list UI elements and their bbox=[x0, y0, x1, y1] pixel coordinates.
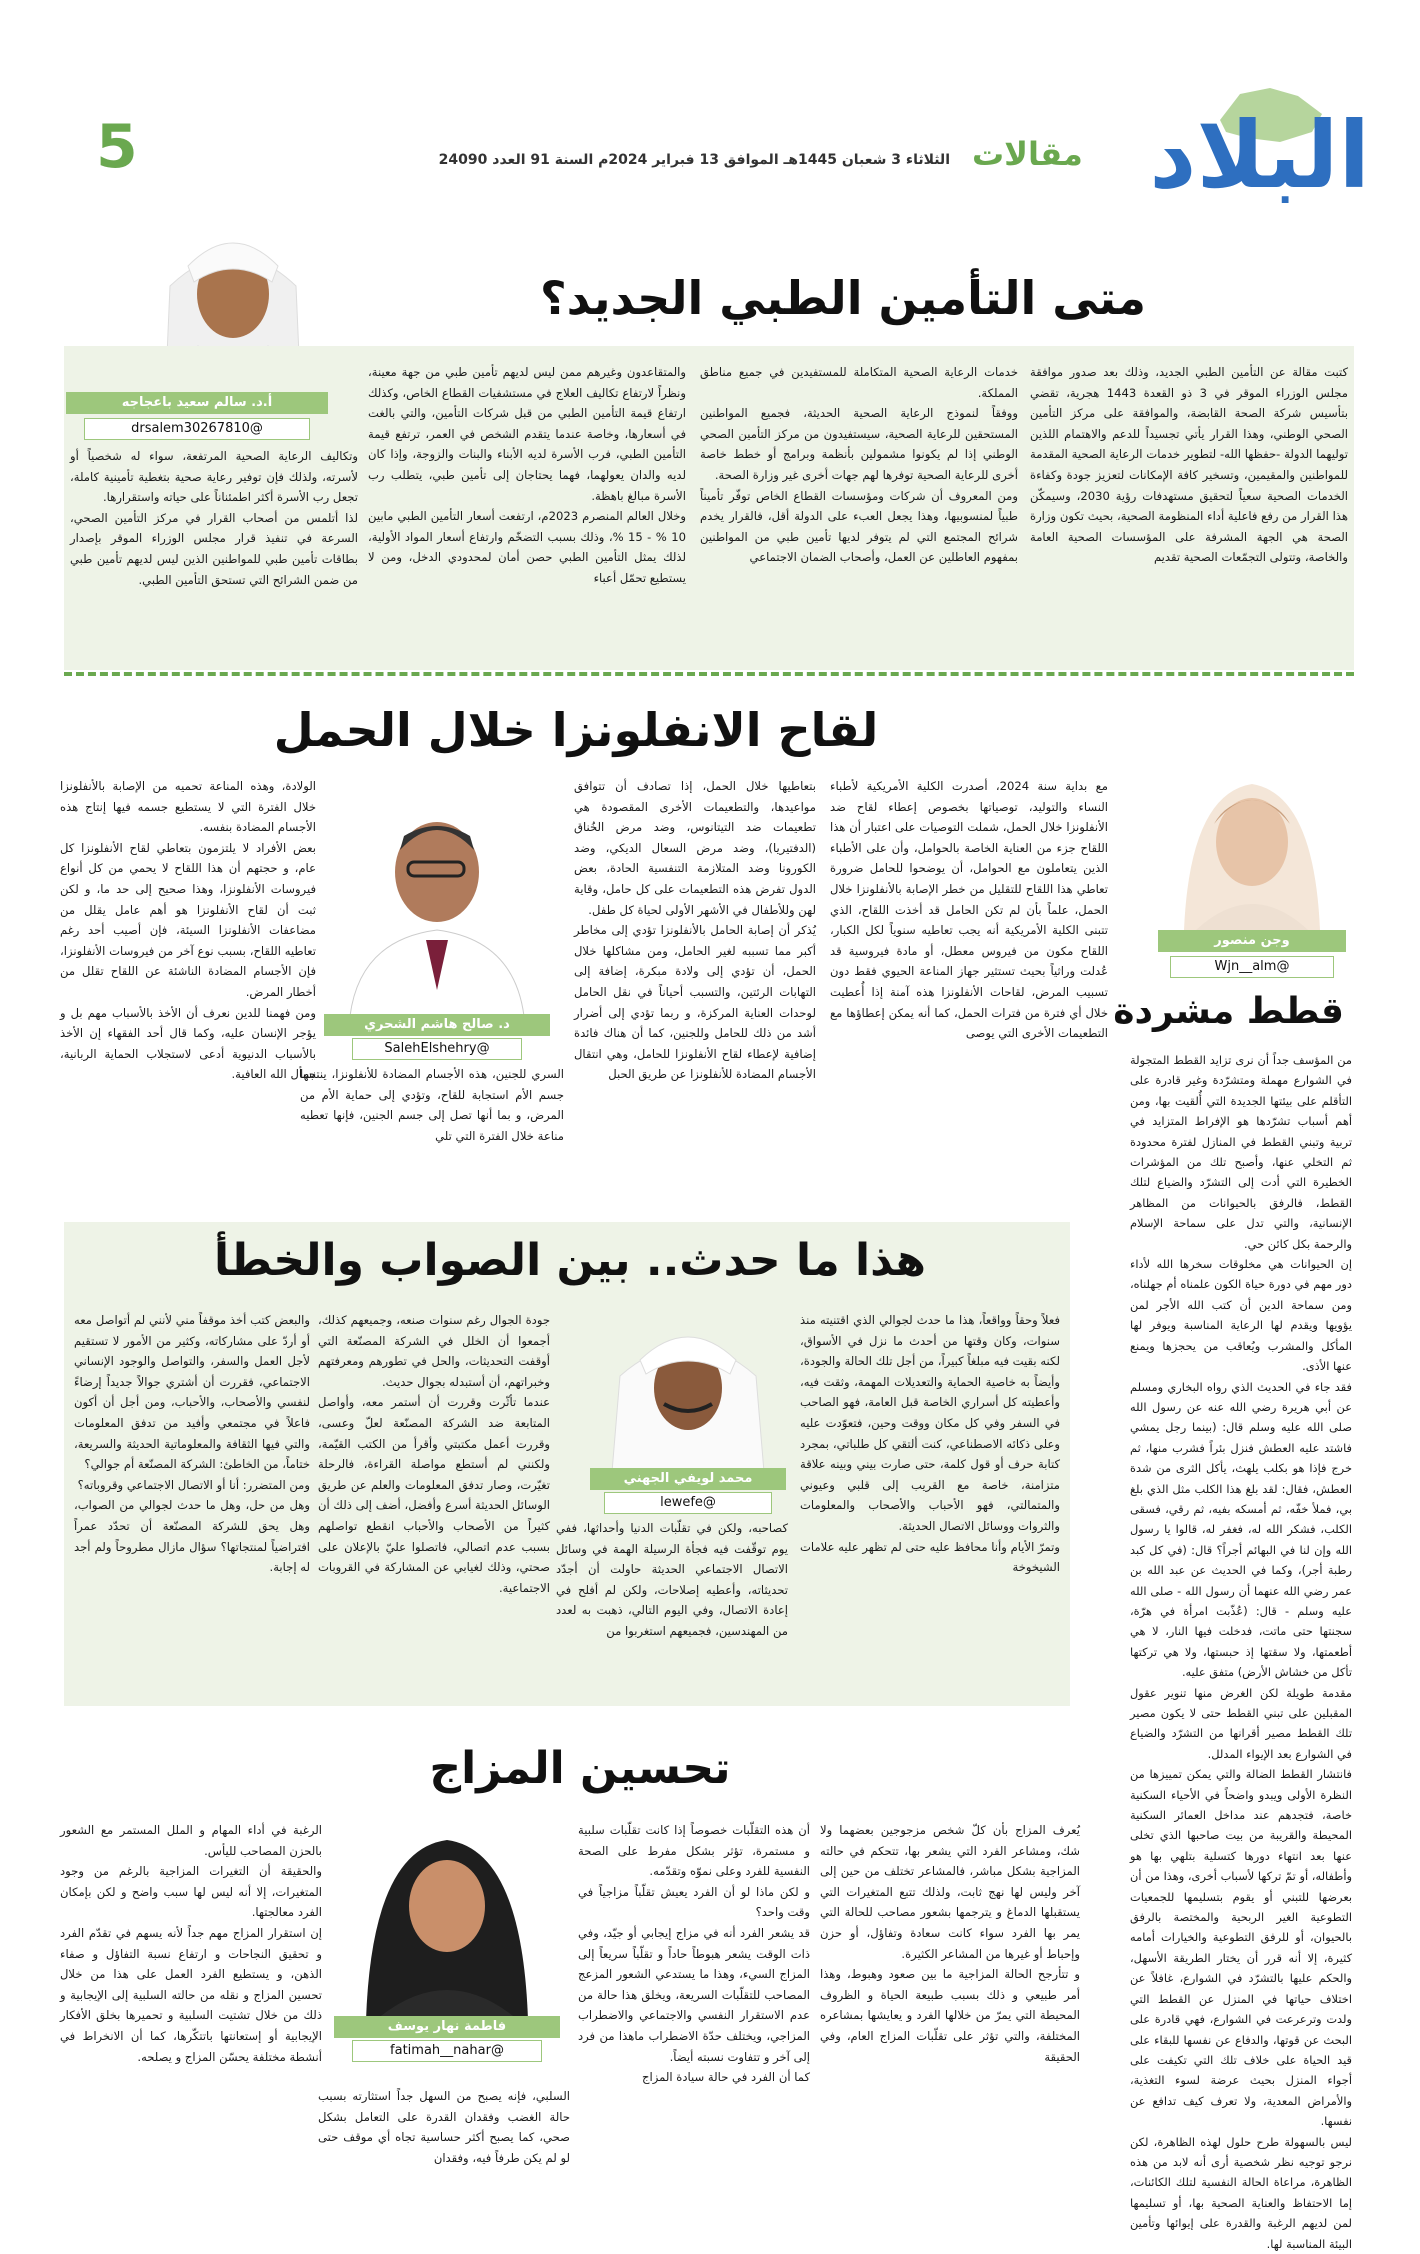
article5-column-1: يُعرف المزاج بأن كلّ شخص مزجوجين بعضهما ولا شك، ومشاعر الفرد التي يشعر بها، تتحكم في حالته المزاجية بشكل مباشر، فالمشاعر تختلف من حين إلى آخر وليس لها نهج ثابت، ولذلك تتبع المتغيرات التي يستقبلها الدماغ و يترجمها بشعور مصاحب للحالة التي يمر بها الفرد سواء كانت سعادة وتفاؤل، أو حزن وإحباط أو غيرها من المشاعر الكثيرة. و تتأرجح الحالة المزاجية ما بين صعود وهبوط، وهذا أمر طبيعي و ذلك بسبب طبيعة الحياة و الظروف المحيطة التي يمرّ من خلالها الفرد و يعايشها بمشاعره المختلفة، والتي تؤثر على تقلّبات المزاج العام، وفي الحقيقة bbox=[820, 1823, 1080, 2064]
article5-column-2: أن هذه التقلّبات خصوصاً إذا كانت تقلّبات سلبية و مستمرة، تؤثر بشكل مفرط على الصحة النفسية للفرد وعلى نموّه وتقدّمه. و لكن ماذا لو أن الفرد يعيش تقلّباً مزاجياً في وقت واحد؟ قد يشعر الفرد أنه في مزاج إيجابي أو جيّد، وفي ذات الوقت يشعر هبوطاً حاداً و تقلّباً سريعاً إلى المزاج السيء، وهذا ما يستدعي الشعور المزعج المصاحب للتقلّبات السريعة، ويخلق هذا حالة من عدم الاستقرار النفسي والاجتماعي والاضطراب المزاجي، ويختلف حدّة الاضطراب ماهذا من فرد إلى آخر و تتفاوت نسبته أيضاً. كما أن الفرد في حالة سيادة المزاج bbox=[578, 1823, 810, 2085]
article5-column-3: السلبي، فإنه يصبح من السهل جداً استثارته بسبب حالة الغضب وفقدان القدرة على التعامل بشكل صحي، كما يصبح أكثر حساسية تجاه أي موقف حتى لو لم يكن طرفاً فيه، وفقدان bbox=[318, 2089, 570, 2165]
author-handle-article5: @fatimah__nahar bbox=[352, 2040, 542, 2062]
article1-column-2: خدمات الرعاية الصحية المتكاملة للمستفيدين في جميع مناطق المملكة. ووفقاً لنموذج الرعاية الصحية الحديثة، فجميع المواطنين المستحقين للرعاية الصحية، سيستفيدون من مركز التأمين الصحي الوطني إذا لم يكونوا مشمولين بأنظمة وبرامج أو خطط خاصة أخرى للرعاية الصحية توفرها لهم جهات أخرى غير وزارة الصحة. ومن المعروف أن شركات ومؤسسات القطاع الخاص توفّر تأميناً طبياً لمنسوبيها، وهذا يجعل العبء على الدولة أقل، فالقرار يخدم شرائح المجتمع التي لم يتوفر لديها تأمين طبي من المواطنين بمفهوم العاطلين عن العمل، وأصحاب الضمان الاجتماعي bbox=[700, 365, 1018, 565]
author-name-article3: وجن منصور bbox=[1158, 930, 1346, 952]
article5-column-4: الرغبة في أداء المهام و الملل المستمر مع الشعور بالحزن المصاحب لليأس. والحقيقة أن التغيرات المزاجية بالرغم من وجود المتغيرات، إلا أنه ليس لها سبب واضح و لكن بإمكان الفرد معالجتها. إن استقرار المزاج مهم جداً لأنه يسهم في تقدّم الفرد و تحقيق النجاحات و ارتفاع نسبة التفاؤل و صفاء الذهن، و يستطيع الفرد العمل على هذا من خلال تحسين المزاج و نقله من حالته السلبية إلى الإيجابية و ذلك من خلال تشتيت السلبية و تحميرها بخلق الأفكار الإيجابية أو إستعانتها باتتكّرها، كما أن الانخراط في أنشطة مختلفة يحسّن المزاج و يصلحه. bbox=[60, 1823, 322, 2064]
article1-title: متى التأمين الطبي الجديد؟ bbox=[540, 271, 1147, 325]
article4-title: هذا ما حدث.. بين الصواب والخطأ bbox=[213, 1235, 927, 1286]
article2-title: لقاح الانفلونزا خلال الحمل bbox=[273, 703, 879, 757]
page-number: 5 bbox=[96, 112, 138, 182]
article4-column-2: كصاحبه، ولكن في تقلّبات الدنيا وأحداثها، ففي يوم توقّفت فيه فجأة الرسيلة الهمة في وسائل الاتصال الاجتماعي الحديثة حاولت أن أجدّد تحديثاته، وأعطيه إصلاحات، ولكن لم أفلح في إعادة الاتصال، وفي اليوم التالي، ذهبت به لعدد من المهندسين، فجميعهم استغربوا من bbox=[556, 1521, 788, 1638]
author-portrait-icon bbox=[330, 790, 544, 1016]
author-photo-article4 bbox=[590, 1306, 786, 1472]
author-handle-article2: @SalehElshehry bbox=[352, 1038, 522, 1060]
article2-column-1: مع بداية سنة 2024، أصدرت الكلية الأمريكية لأطباء النساء والتوليد، توصياتها بخصوص إعطاء لقاح ضد الأنفلونزا خلال الحمل، شملت التوصيات على اعتبار أن هذا اللقاح جزء من العناية الخاصة بالحوامل، وأن على الأطباء الذين يتعاملون مع الحوامل، أن يوضحوا للحامل ضرورة تعاطي هذا اللقاح للتقليل من خطر الإصابة بالأنفلونزا خلال الحمل، علماً بأن لم تكن الحامل قد أخذت اللقاح، الذي تتبنى الكلية الأمريكية أنه يجب تعاطيه سنوياً لكل الكبار، اللقاح مكون من فيروس معطل، أو مادة فيروسية قد عُدلت وراثياً بحيث تستثير جهاز المناعة الحيوي فقط دون تسبيب المرض، لقاحات الأنفلونزا هذه آمنة إذا أُعطيت خلال أي فترة من فترات الحمل، كما أنه يمكن إعطاؤها مع التطعيمات الأخرى التي يوصى bbox=[830, 779, 1108, 1041]
article1-column-4: وتكاليف الرعاية الصحية المرتفعة، سواء له شخصياً أو لأسرته، ولذلك فإن توفير رعاية صحية بتغطية تأمينية كاملة، تجعل رب الأسرة أكثر اطمئناناً على حياته واستقرارها. لذا أتلمس من أصحاب القرار في مركز التأمين الصحي، السرعة في تنفيذ قرار مجلس الوزراء الموقر بإصدار بطاقات تأمين طبي للمواطنين الذين ليس لديهم تأمين طبي من ضمن الشرائح التي تستحق التأمين الطبي. bbox=[70, 449, 358, 587]
logo-text: البلاد bbox=[1149, 102, 1370, 209]
author-photo-article3 bbox=[1160, 754, 1344, 930]
article1-column-1: كتبت مقالة عن التأمين الطبي الجديد، وذلك بعد صدور موافقة مجلس الوزراء الموقر في 3 ذو القعدة 1443 هجرية، تقضي بتأسيس شركة الصحة القابضة، والموافقة على مركز التأمين الصحي الوطني، وهذا القرار يأتي تجسيداً للدعم والاهتمام اللذين توليهما الدولة -حفظها الله- لتطوير خدمات الرعاية الصحية المقدمة للمواطنين والمقيمين، وتسخير كافة الإمكانات لتعزيز جودة وكفاءة الخدمات الصحية سعياً لتحقيق مستهدفات رؤية 2030، وسيمكّن هذا القرار من رفع فاعلية أداء المنظومة الصحية، بحيث تكون وزارة الصحة هي الجهة المشرفة على المؤسسات الصحية العامة والخاصة، وتتولى التجمّعات الصحية تقديم bbox=[1030, 365, 1348, 565]
article2-column-3: السري للجنين، هذه الأجسام المضادة للأنفلونزا، ينتجها جسم الأم استجابة للقاح، وتؤدي إلى حماية الأم من المرض، و بما أنها تصل إلى جسم الجنين، فإنها تعطيه مناعة خلال الفترة التي تلي bbox=[300, 1067, 564, 1143]
article5-title: تحسين المزاج bbox=[429, 1743, 731, 1794]
section-divider bbox=[64, 672, 1354, 676]
section-title: مقالات bbox=[972, 135, 1083, 173]
author-handle-article4: @lewefe bbox=[604, 1492, 772, 1514]
article2-column-2: بتعاطيها خلال الحمل، إذا تصادف أن تتوافق مواعيدها، والتطعيمات الأخرى المقصودة هي تطعيمات ضد التيتانوس، وضد مرض الخُناق (الدفتيريا)، وضد مرض السعال الديكي، وضد الكورونا وضد المتلازمة التنفسية الحادة، بعض الدول تفرض هذه التطعيمات على كل حامل، وقاية لهن وللأطفال في الأشهر الأولى لحياة كل طفل. يُذكر أن إصابة الحامل بالأنفلونزا تؤدي إلى مخاطر أكبر مما تسببه لغير الحامل، ومن مشاكلها خلال الحمل، أن تؤدي إلى ولادة مبكرة، إضافة إلى التهابات الرئتين، والتسبب أحياناً في نقل الحامل لوحدات العناية المركزة، و ربما تؤدي إلى أضرار أشد من ذلك للحامل وللجنين، كما أن هناك فائدة إضافية لإعطاء لقاح الأنفلونزا للحامل، وهي انتقال الأجسام المضادة للأنفلونزا عن طريق الحبل bbox=[574, 779, 816, 1082]
author-name-article4: محمد لويفي الجهني bbox=[590, 1468, 786, 1490]
author-portrait-icon bbox=[1160, 754, 1344, 930]
newspaper-logo bbox=[1110, 92, 1370, 212]
author-handle-article3: @Wjn__alm bbox=[1170, 956, 1334, 978]
article2-column-4: الولادة، وهذه المناعة تحميه من الإصابة بالأنفلونزا خلال الفترة التي لا يستطيع جسمه فيها إنتاج هذه الأجسام المضادة بنفسه. بعض الأفراد لا يلتزمون بتعاطي لقاح الأنفلونزا كل عام، و حجتهم أن هذا اللقاح لا يحمي من كل أنواع فيروسات الأنفلونزا، وهذا صحيح إلى حد ما، و لكن ثبت أن لقاح الأنفلونزا هو أهم عامل يقلل من مضاعفات الأنفلونزا السيئة، فإن أصيب أحد رغم تعاطيه اللقاح، بسبب نوع آخر من فيروسات الأنفلونزا، فإن الأجسام المضادة الناشئة عن اللقاح تقلل من أخطار المرض. ومن فهمنا للدين نعرف أن الأخذ بالأسباب مهم بل و يؤجر الإنسان عليه، وكما قال أحد الفقهاء إن الأخذ بالأسباب الدنيوية أدعى لاستجلاب الحماية الربانية، نسأل الله العافية. bbox=[60, 779, 316, 1082]
dateline: الثلاثاء 3 شعبان 1445هـ الموافق 13 فبراير 2024م السنة 91 العدد 24090 bbox=[438, 152, 950, 168]
author-name-article5: فاطمة نهار يوسف bbox=[334, 2016, 560, 2038]
article3-text: من المؤسف جداً أن نرى تزايد القطط المتجولة في الشوارع مهملة ومتشرّدة وغير قادرة على التأقلم على بيئتها الجديدة التي أُلقيت بها، ومن أهم أسباب تشرّدها هو الإفراط المتزايد في تربية وتبني القطط في المنازل لفترة محدودة ثم التخلي عنها، وأصبح تلك من المؤشرات الخطيرة التي أدت إلى التشرّد والضياع لتلك القطط، فالرفق بالحيوانات من المظاهر الإنسانية، والتي تدل على سماحة الإسلام والرحمة بكل كائن حي. إن الحيوانات هي مخلوقات سخرها الله لأداء دور مهم في دورة حياة الكون علمناه أم جهلناه، ومن سماحة الدين أن كتب الله الأجر لمن يؤويها ويقدم لها الرعاية المناسبة ويوفر لها المأكل والمشرب ويُعاقب من يحجزها ويمنع عنها الأذى. فقد جاء في الحديث الذي رواه البخاري ومسلم عن أبي هريرة رضي الله عنه عن رسول الله صلى الله عليه وسلم قال: (بينما رجل يمشي فاشتد عليه العطش فنزل بئراً فشرب منها، ثم خرج فإذا هو بكلب يلهث، يأكل الثرى من شدة العطش، فقال: لقد بلغ هذا الكلب مثل الذي بلغ بي، فملأ خفّه، ثم أمسكه بفيه، ثم رقي، فسقى الكلب، فشكر الله له، فغفر له، قالوا يا رسول الله وإن لنا في البهائم أجراً؟ قال: (في كل كبد رطبة أجر)، وكما في الحديث عن عبد الله بن عمر رضي الله عنهما أن رسول الله - صلى الله عليه وسلم - قال: (عُذّبت امرأة في هرّة، سجنتها حتى ماتت، فدخلت فيها النار، لا هي أطعمتها، ولا سقتها إذ حبستها، ولا هي تركتها تأكل من خشاش الأرض) متفق عليه. مقدمة طويلة لكن الغرض منها تنوير عقول المقبلين على تبني القطط حتى لا يكون مصير تلك القطط مصير أقرانها من التشرّد والضياع في الشوارع بعد الإيواء المدلل. فانتشار القطط الضالة والتي يمكن تمييزها من النظرة الأولى ويبدو واضحاً في الأحياء السكنية خاصة، فتجدهم عند مداخل العمائر السكنية المحيطة والقريبة من بيت صاحبها الذي تخلى عنها بعد انتهاء دورها كتسلية بتلهي بها هو وأطفاله، أو تمّ تركها لأسباب أخرى، وهذا من أن بعرضها للتبني أو يقوم بتسليمها للجمعيات التطوعية الغير الربحية والمختصة بالرفق بالحيوان، أو للرفق التطوعية والخيارات أمامه كثيرة، إلا أنه قرر أن يختار الطريقة الأسهل، والحكم عليها بالتشرّد في الشوارع، غافلاً عن اختلاف حياتها في المنزل عن القطط التي ولدت وترعرعت في الشوارع، فهي قادرة على البحث عن قوتها، والدفاع عن نفسها للبقاء على قيد الحياة على خلاف تلك التي تكيفت على أجواء المنزل بحيث عرضة لسوء التغذية، والأمراض المعدية، ولا تعرف كيف تدافع عن نفسها. ليس بالسهولة طرح حلول لهذه الظاهرة، لكن نرجو توجيه نظر شخصية أرى أنه لابد من هذه الظاهرة، مراعاة الحالة النفسية لتلك الكائنات، إما الاحتفاظ والعناية الصحية بها، أو تسليمها لمن لديهم الرغبة والقدرة على إيوائها وتأمين البيئة المناسبة لها. bbox=[1130, 1053, 1352, 2251]
masthead bbox=[0, 0, 1420, 210]
author-name-article1: أ.د. سالم سعيد باعجاجه bbox=[66, 392, 328, 414]
article4-column-4: والبعض كتب أخذ موقفاً مني لأنني لم أتواصل معه أو أردّ على مشاركاته، وكثير من الأمور لا تستقيم لأجل العمل والسفر، والتواصل والوجود الإنساني الاجتماعي، فقررت أن أشتري جوالاً جديداً إرضاءً لنفسي والأصحاب، والأحباب، ومن أجل أن أكون فاعلاً في مجتمعي وأفيد من تدفق المعلومات والتي فيها الثقافة والمعلوماتية الحديثة والسريعة، ختاماً، من الخاطئ: الشركة المصنّعة أم جوالي؟ ومن المتضرر: أنا أو الاتصال الاجتماعي وقروباته؟ وهل من حل، وهل ما حدث لجوالي من الصواب، وهل يحق للشركة المصنّعة أن تحدّد عمراً افتراضياً لمنتجاتها؟ سؤال مازال مطروحاً ولم أجد له إجابة. bbox=[74, 1313, 310, 1575]
author-portrait-icon bbox=[336, 1810, 558, 2020]
article4-column-3: جودة الجوال رغم سنوات صنعه، وجميعهم كذلك، أجمعوا أن الخلل في الشركة المصنّعة التي أوقفت التحديثات، والحل في تطورهم ومعرفتهم وخبراتهم، أن أستبدله بجوال حديث. عندما تأثّرت وقررت أن أستمر معه، وأواصل المتابعة ضد الشركة المصنّعة لعلّ وعسى، وقررت أعمل مكتبتي وأقرأ من الكتب القيّمة، ولكنني لم أستطع مواصلة القراءة، فالرحلة تغيّرت، وصار تدفق المعلومات والعلم عن طريق الوسائل الحديثة أسرع وأفضل، أضف إلى ذلك أن كثيراً من الأصحاب والأحباب انقطع تواصلهم بسبب عدم اتصالي، فاتصلوا عليّ بالإعلان على صحتي، وذلك لغيابي عن المشاركة في القروبات الاجتماعية. bbox=[318, 1313, 550, 1595]
author-photo-article2 bbox=[330, 790, 544, 1016]
article1-column-3: والمتقاعدون وغيرهم ممن ليس لديهم تأمين طبي من جهة معينة، ونظراً لارتفاع تكاليف العلاج في مستشفيات القطاع الخاص، وكذلك ارتفاع قيمة التأمين الطبي من قبل شركات التأمين، والتي بالغت في أسعارها، وخاصة عندما يتقدم الشخص في العمر، ترتفع قيمة التأمين الطبي، فرب الأسرة لديه الأبناء والبنات والزوجة، وإذا كان لديه والدان يعولهما، فهما يحتاجان إلى تأمين طبي، يتطلب رب الأسرة مبالغ باهظة. وخلال العالم المنصرم 2023م، ارتفعت أسعار التأمين الطبي مابين 10 % - 15 %، وذلك بسبب التضخّم وارتفاع أسعار المواد الأولية، لذلك يمثل التأمين الطبي حصن أمان لمحدودي الدخل، ومن لا يستطيع تحمّل أعباء bbox=[368, 365, 687, 585]
article4-column-1: فعلاً وحقاً وواقعاً، هذا ما حدث لجوالي الذي اقتنيته منذ سنوات، وكان وقتها من أحدث ما نزل في الأسواق، لكنه بقيت فيه مبلغاً كبيراً، من أجل تلك الحالة والجودة، وأيضاً به خاصية الحماية والتعديلات المهمة، وثقت فيه، وأعطيته كل أسراري الخاصة قبل العامة، فهو الصاحب في السفر وفي كل مكان ووقت وحين، فتعوّدت عليه وعلى ذكائه الاصطناعي، كنت ألتقي كل طلباتي، بمجرد كتابة حرف أو قول كلمة، حتى صارت بيني وبينه علاقة متزامنة، خاصة مع القريب إلى قلبي وعيوني والمتمالتي، فهو الأحباب والأصحاب والمعلومات والثروات ووسائل الاتصال الحديثة. وتمرّ الأيام وأنا محافظ عليه حتى لم تظهر عليه علامات الشيخوخة bbox=[800, 1313, 1060, 1575]
author-portrait-icon bbox=[590, 1306, 786, 1472]
author-photo-article5 bbox=[336, 1810, 558, 2020]
author-handle-article1: @drsalem30267810 bbox=[84, 418, 310, 440]
article3-title: قطط مشردة bbox=[1113, 991, 1344, 1032]
author-name-article2: د. صالح هاشم الشحري bbox=[324, 1014, 550, 1036]
